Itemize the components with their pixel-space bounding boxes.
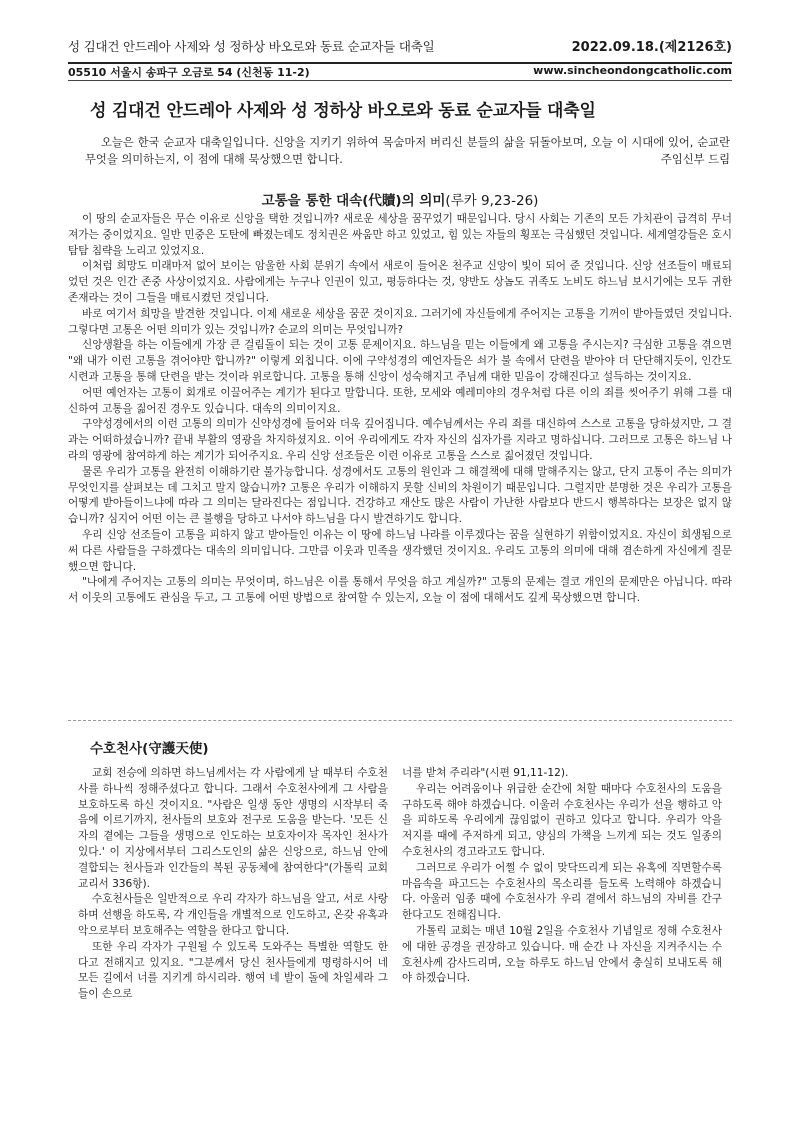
article-paragraph: 바로 여기서 희망을 발견한 것입니다. 이제 새로운 세상을 꿈꾼 것이지요. 그러기에 자신들에게 주어지는 고통을 기꺼이 받아들였던 것입니다. 그렇다면 고통은 어떤 의미가 있는 것입니까? 순교의 의미는 무엇입니까? [68, 307, 732, 336]
article-body [68, 212, 732, 607]
column-paragraph: 가톨릭 교회는 매년 10월 2일을 수호천사 기념일로 정해 수호천사에 대한 공경을 권장하고 있습니다. 매 순간 나 자신을 지켜주시는 수호천사께 감사드리며, 오늘 하루도 하느님 안에서 충실히 보내도록 해야 하겠습니다. [402, 924, 722, 985]
article-paragraph: 어떤 예언자는 고통이 회개로 이끌어주는 계기가 된다고 말합니다. 또한, 모세와 예레미야의 경우처럼 다른 이의 죄를 씻어주기 위해 그를 대신하여 고통을 짊어진 경우도 있습니다. 대속의 의미이지요. [68, 386, 732, 415]
article-title-text: 고통을 통한 대속(代贖)의 의미 [261, 193, 446, 209]
article-paragraph: 이처럼 희망도 미래마저 없어 보이는 암울한 사회 분위기 속에서 새로이 들어온 천주교 신앙이 빛이 되어 준 것입니다. 신앙 선조들이 매료되었던 것은 인간 존중 사상이었지요. 사람에게는 누구나 인권이 있고, 평등하다는 것, 양반도 상놈도 귀족도 노비도 하느님 보시기에는 모두 귀한 존재라는 것이 그들을 매료시켰던 것입니다. [68, 260, 732, 304]
column-paragraph: 너를 받쳐 주리라"(시편 91,11-12). [402, 767, 569, 779]
column-paragraph: 또한 우리 각자가 구원될 수 있도록 도와주는 특별한 역할도 한다고 전해지고 있지요. "그분께서 당신 천사들에게 명령하시어 네 모든 길에서 너를 지키게 하시리라. 행여 네 발이 돌에 차일세라 그들이 손으로 [78, 940, 388, 1001]
scripture-reference: (루카 9,23-26) [445, 193, 539, 209]
guardian-angel-right-column [402, 766, 722, 987]
column-paragraph: 교회 전승에 의하면 하느님께서는 각 사람에게 날 때부터 수호천사를 하나씩 정해주셨다고 합니다. 그래서 수호천사에게 그 사람을 보호하도록 하신 것이지요. "사람은 일생 동안 생명의 시작부터 죽음에 이르기까지, 천사들의 보호와 전구로 도움을 받는다. '모든 신자의 곁에는 그들을 생명으로 인도하는 보호자이자 목자인 천사가 있다.' 이 지상에서부터 그리스도인의 삶은 신앙으로, 하느님 안에 결합되는 천사들과 인간들의 복된 공동체에 참여한다"(가톨릭 교회 교리서 336항). [78, 767, 388, 890]
article-paragraph: 신앙생활을 하는 이들에게 가장 큰 걸림돌이 되는 것이 고통 문제이지요. 하느님을 믿는 이들에게 왜 고통을 주시는지? 극심한 고통을 겪으면 "왜 내가 이런 고통을 겪어야만 합니까?" 이렇게 외칩니다. 이에 구약성경의 예언자들은 쇠가 불 속에서 단련을 받아야 더 단단해지듯이, 인간도 시련과 고통을 통해 단련을 받는 것이라 위로합니다. 고통을 통해 신앙이 성숙해지고 주님께 대한 믿음이 강해진다고 설득하는 것이지요. [68, 339, 732, 383]
section-divider [68, 720, 732, 721]
article-paragraph: 물론 우리가 고통을 완전히 이해하기란 불가능합니다. 성경에서도 고통의 원인과 그 해결책에 대해 말해주지는 않고, 단지 고통이 주는 의미가 무엇인지를 살펴보는 데 그치고 말지 않습니까? 고통은 우리가 이해하지 못할 신비의 차원이기 때문입니다. 그럴지만 분명한 것은 우리가 고통을 어떻게 받아들이느냐에 따라 그 의미는 달라진다는 점입니다. 건강하고 재산도 많은 사람이 가난한 사람보다 반드시 행복하다는 보장은 없지 않습니까? 심지어 어떤 이는 큰 불행을 당하고 나서야 하느님을 다시 발견하기도 합니다. [68, 465, 732, 526]
parish-website-link[interactable]: www.sincheondongcatholic.com [533, 64, 732, 77]
article-paragraph: 우리 신앙 선조들이 고통을 피하지 않고 받아들인 이유는 이 땅에 하느님 나라를 이루겠다는 꿈을 실현하기 위함이었지요. 자신이 희생됨으로써 다른 사람들을 구하겠다는 대속의 의미입니다. 그만큼 이웃과 민족을 생각했던 것이지요. 우리도 고통의 의미에 대해 겸손하게 자신에게 질문했으면 합니다. [68, 528, 732, 573]
column-paragraph: 우리는 어려움이나 위급한 순간에 처할 때마다 수호천사의 도움을 구하도록 해야 하겠습니다. 이울러 수호천사는 우리가 선을 행하고 악을 피하도록 우리에게 끊임없이 권하고 있다고 합니다. 우리가 악을 저지를 때에 주저하게 되고, 양심의 가책을 느끼게 되는 것도 일종의 수호천사의 경고라고도 합니다. [402, 782, 722, 858]
guardian-angel-left-column [78, 766, 388, 1003]
column-paragraph: 수호천사들은 일반적으로 우리 각자가 하느님을 알고, 서로 사랑하며 선행을 하도록, 각 개인들을 개별적으로 인도하고, 온갖 유혹과 악으로부터 보호해주는 역할을 한다고 합니다. [78, 893, 388, 937]
parish-address: 05510 서울시 송파구 오금로 54 (신천동 11-2) [68, 66, 310, 79]
guardian-angel-title: 수호천사(守護天使) [90, 741, 209, 757]
masthead [68, 28, 732, 64]
issue-date: 2022.09.18.(제2126호) [571, 40, 732, 55]
column-paragraph: 그러므로 우리가 어쩔 수 없이 맞닥뜨리게 되는 유혹에 직면할수록 마음속을 파고드는 수호천사의 목소리를 들도록 노력해야 하겠습니다. 아울러 임종 때에 수호천사가 우리 곁에서 하느님의 자비를 간구한다고도 전해집니다. [402, 861, 722, 922]
intro-text: 오늘은 한국 순교자 대축일입니다. 신앙을 지키기 위하여 목숨마저 버리신 분들의 삶을 뒤돌아보며, 오늘 이 시대에 있어, 순교란 무엇을 의미하는지, 이 점에 대해 묵상했으면 합니다. [85, 136, 730, 166]
address-bar [68, 62, 732, 81]
article-paragraph: 이 땅의 순교자들은 무슨 이유로 신앙을 택한 것입니까? 새로운 세상을 꿈꾸었기 때문입니다. 당시 사회는 기존의 모든 가치관이 급격히 무너져가는 중이었지요. 일반 민중은 도탄에 빠졌는데도 정치권은 싸움만 하고 있었고, 힘 있는 자들의 횡포는 극심했던 것입니다. 세계열강들은 호시탐탐 침략을 노리고 있었지요. [68, 213, 732, 257]
article-title [0, 189, 800, 209]
intro-signoff: 주임신부 드림 [660, 153, 730, 166]
page-headline: 성 김대건 안드레아 사제와 성 정하상 바오로와 동료 순교자들 대축일 [90, 101, 596, 121]
masthead-title: 성 김대건 안드레아 사제와 성 정하상 바오로와 동료 순교자들 대축일 [68, 39, 435, 54]
article-paragraph: 구약성경에서의 이런 고통의 의미가 신약성경에 들어와 더욱 깊어집니다. 예수님께서는 우리 죄를 대신하여 스스로 고통을 당하셨지만, 그 결과는 어떠하셨습니까? 끝내 부활의 영광을 차지하셨지요. 이어 우리에게도 각자 자신의 십자가를 지라고 명하십니다. 그러므로 고통은 하느님 나라의 영광에 참여하게 하는 계기가 되어주지요. 우리 신앙 선조들은 이런 이유로 고통을 스스로 짊어졌던 것입니다. [68, 418, 732, 462]
article-paragraph: "나에게 주어지는 고통의 의미는 무엇이며, 하느님은 이를 통해서 무엇을 하고 계실까?" 고통의 문제는 결코 개인의 문제만은 아닙니다. 따라서 이웃의 고통에도 관심을 두고, 그 고통에 어떤 방법으로 참여할 수 있는지, 오늘 이 점에 대해서도 깊게 묵상했으면 합니다. [68, 576, 732, 605]
